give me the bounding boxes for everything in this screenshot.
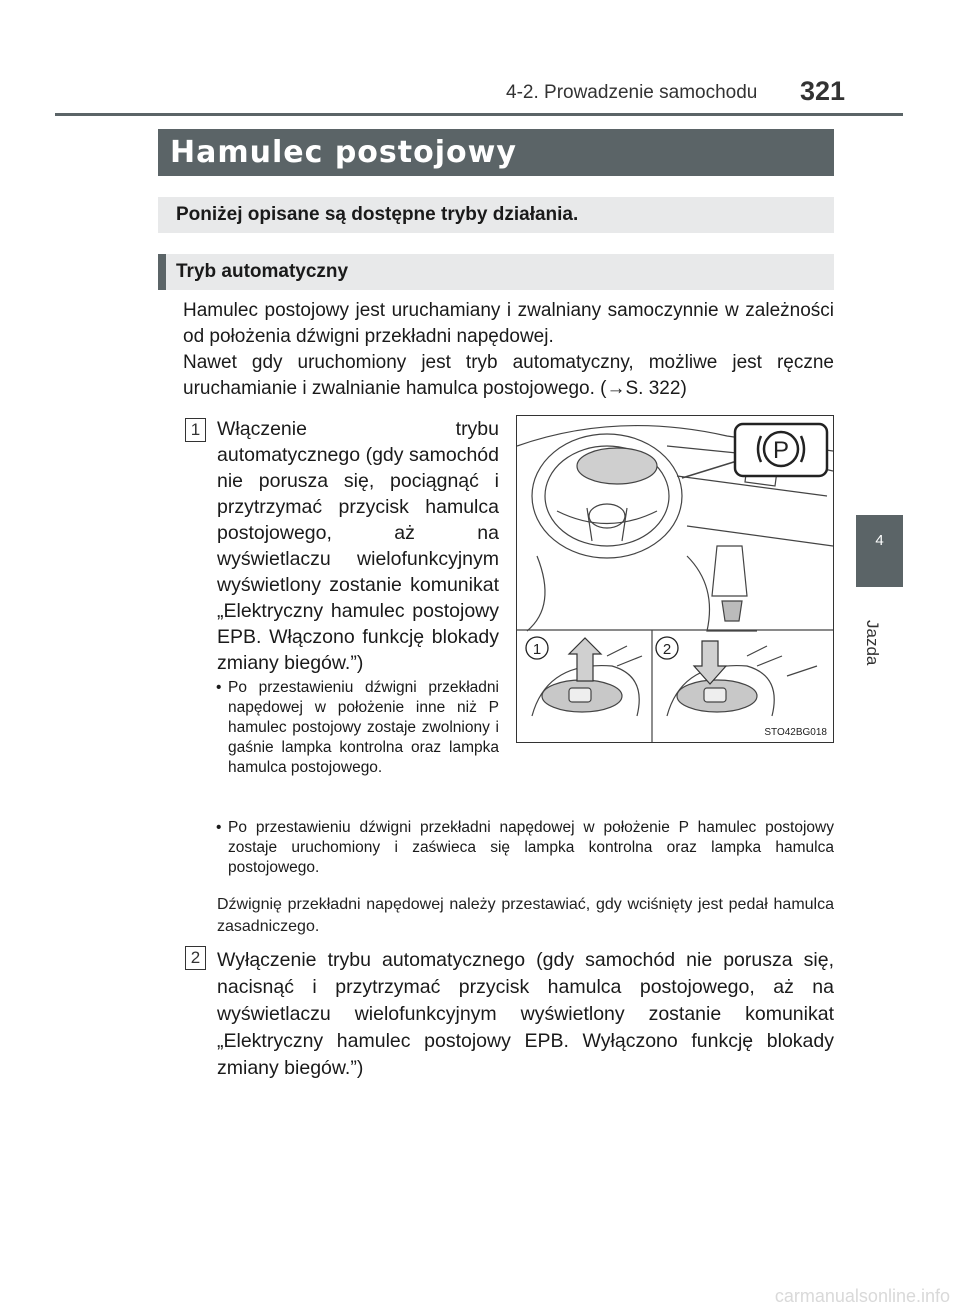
step-1-text: Włączenie trybu automatycznego (gdy samochód nie porusza się, pociągnąć i przytrzymać przycisk hamulca postojowego, aż na wyświetlaczu wielofunkcyjnym wyświetlony zostanie komunikat „Elektryczny hamulec postojowy EPB. Włączono funkcję blokady zmiany biegów.”) bbox=[217, 418, 499, 674]
bullet-item bbox=[216, 678, 499, 778]
bullet-text: Po przestawieniu dźwigni przekładni napędowej w położenie inne niż P hamulec postojowy zostaje zwolniony i gaśnie lampka kontrolna oraz lampka hamulca postojowego. bbox=[228, 679, 499, 776]
title-bar bbox=[158, 129, 834, 176]
figure-code: STO42BG018 bbox=[764, 727, 827, 738]
watermark: carmanualsonline.info bbox=[774, 1286, 950, 1306]
page-title: Hamulec postojowy bbox=[170, 135, 517, 170]
bullet-text: Po przestawieniu dźwigni przekładni napędowej w położenie P hamulec postojowy zostaje uruchomiony i zaświeca się lampka kontrolna oraz lampka hamulca postojowego. bbox=[228, 819, 834, 876]
intro-text: Poniżej opisane są dostępne tryby działania. bbox=[176, 204, 579, 225]
step-2-text: Wyłączenie trybu automatycznego (gdy samochód nie porusza się, nacisnąć i przytrzymać przycisk hamulca postojowego, aż na wyświetlaczu wielofunkcyjnym wyświetlony zostanie komunikat „Elektryczny hamulec postojowy EPB. Wyłączono funkcję blokady zmiany biegów.”) bbox=[217, 949, 834, 1079]
chapter-number: 4 bbox=[875, 532, 884, 549]
bullet-dot: • bbox=[216, 819, 222, 836]
illustration-figure bbox=[516, 415, 834, 743]
dashboard-illustration bbox=[517, 416, 833, 742]
step-1-number: 1 bbox=[185, 418, 206, 442]
p-symbol: P bbox=[772, 437, 790, 464]
figure-label-2: 2 bbox=[662, 641, 672, 658]
bullet-item bbox=[216, 818, 834, 878]
page-number: 321 bbox=[800, 76, 846, 106]
note-text: Dźwignię przekładni napędowej należy przestawiać, gdy wciśnięty jest pedał hamulca zasadniczego. bbox=[217, 896, 834, 935]
header-rule bbox=[55, 113, 903, 116]
bullet-dot: • bbox=[216, 679, 222, 696]
subsection-bar bbox=[158, 254, 834, 290]
step-2-number: 2 bbox=[185, 946, 206, 970]
intro-bar bbox=[158, 197, 834, 233]
paragraph-1: Hamulec postojowy jest uruchamiany i zwalniany samoczynnie w zależności od położenia dźwigni przekładni napędowej. bbox=[183, 300, 834, 347]
figure-label-1: 1 bbox=[532, 641, 542, 658]
chapter-name: Jazda bbox=[863, 620, 882, 666]
subsection-title: Tryb automatyczny bbox=[176, 261, 349, 282]
header-section-title: 4-2. Prowadzenie samochodu bbox=[506, 82, 758, 103]
paragraph-2: Nawet gdy uruchomiony jest tryb automatyczny, możliwe jest ręczne uruchamianie i zwalnianie hamulca postojowego. (→S. 322) bbox=[183, 352, 834, 399]
chapter-tab bbox=[856, 515, 903, 587]
